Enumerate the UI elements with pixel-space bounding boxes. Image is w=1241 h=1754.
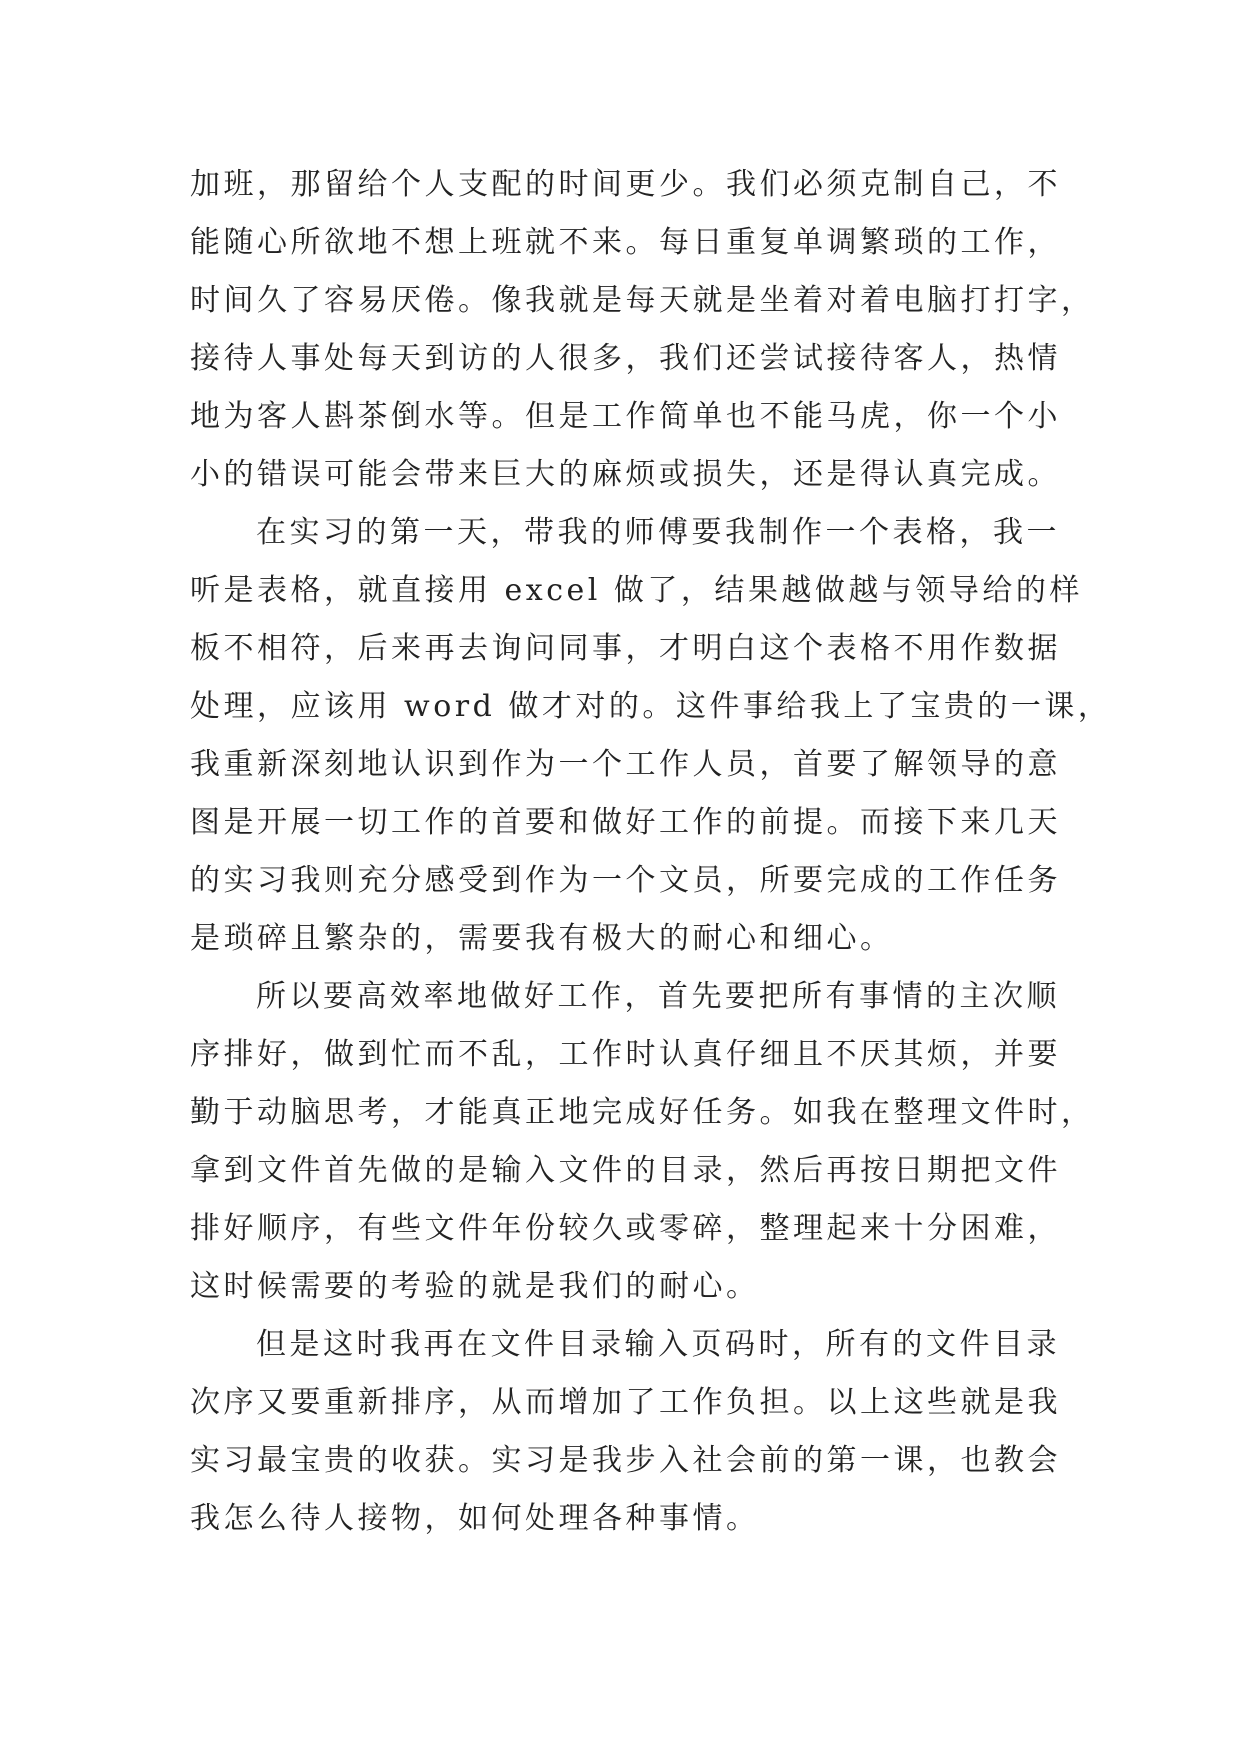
text-line: 序排好，做到忙而不乱，工作时认真仔细且不厌其烦，并要 <box>190 1037 1061 1072</box>
text-line: 时间久了容易厌倦。像我就是每天就是坐着对着电脑打打字， <box>190 283 1095 318</box>
paragraph-first-line: 但是这时我再在文件目录输入页码时，所有的文件目录 <box>256 1327 1060 1362</box>
text-line: 次序又要重新排序，从而增加了工作负担。以上这些就是我 <box>190 1385 1061 1420</box>
document-body <box>190 165 1112 1557</box>
text-line: 能随心所欲地不想上班就不来。每日重复单调繁琐的工作， <box>190 225 1061 260</box>
text-line: 我重新深刻地认识到作为一个工作人员，首要了解领导的意 <box>190 747 1061 782</box>
paragraph-first-line: 在实习的第一天，带我的师傅要我制作一个表格，我一 <box>256 515 1060 550</box>
text-line: 加班，那留给个人支配的时间更少。我们必须克制自己，不 <box>190 167 1061 202</box>
text-line: 拿到文件首先做的是输入文件的目录，然后再按日期把文件 <box>190 1153 1061 1188</box>
text-line: 图是开展一切工作的首要和做好工作的前提。而接下来几天 <box>190 805 1061 840</box>
text-line: 板不相符，后来再去询问同事，才明白这个表格不用作数据 <box>190 631 1061 666</box>
text-line: 实习最宝贵的收获。实习是我步入社会前的第一课，也教会 <box>190 1443 1061 1478</box>
paragraph-first-line: 所以要高效率地做好工作，首先要把所有事情的主次顺 <box>256 979 1060 1014</box>
text-line: 勤于动脑思考，才能真正地完成好任务。如我在整理文件时， <box>190 1095 1095 1130</box>
text-line: 听是表格，就直接用 excel 做了，结果越做越与领导给的样 <box>190 573 1083 608</box>
text-line: 处理，应该用 word 做才对的。这件事给我上了宝贵的一课， <box>190 689 1112 724</box>
text-line: 这时候需要的考验的就是我们的耐心。 <box>190 1269 760 1304</box>
text-line: 的实习我则充分感受到作为一个文员，所要完成的工作任务 <box>190 863 1061 898</box>
text-line: 是琐碎且繁杂的，需要我有极大的耐心和细心。 <box>190 921 894 956</box>
text-line: 排好顺序，有些文件年份较久或零碎，整理起来十分困难， <box>190 1211 1061 1246</box>
text-line: 我怎么待人接物，如何处理各种事情。 <box>190 1501 760 1536</box>
text-line: 地为客人斟茶倒水等。但是工作简单也不能马虎，你一个小 <box>190 399 1061 434</box>
text-line: 小的错误可能会带来巨大的麻烦或损失，还是得认真完成。 <box>190 457 1061 492</box>
text-line: 接待人事处每天到访的人很多，我们还尝试接待客人，热情 <box>190 341 1061 376</box>
